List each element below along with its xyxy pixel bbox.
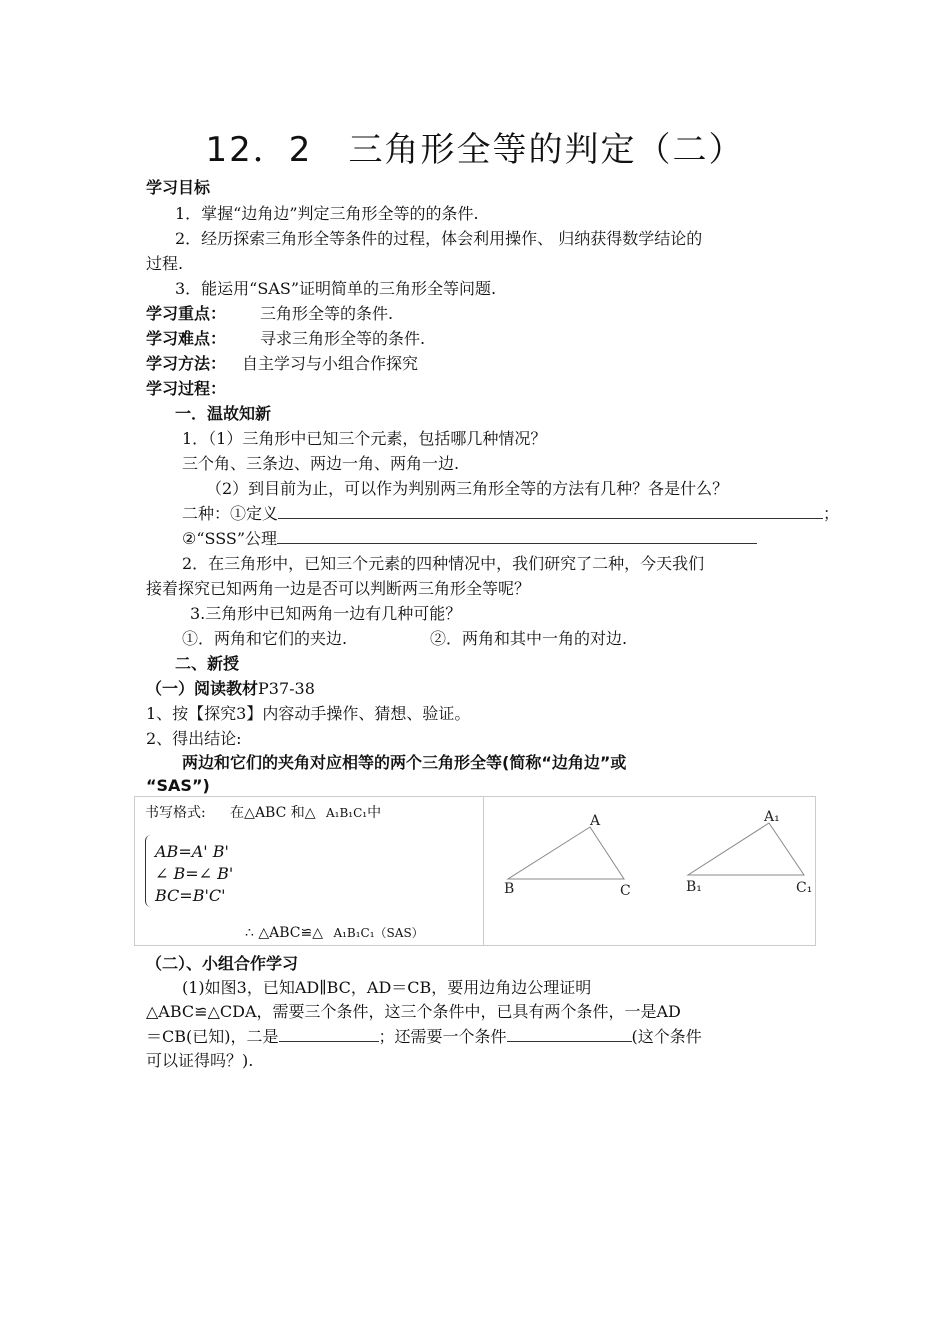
group-p3b: ；还需要一个条件 bbox=[378, 1027, 507, 1046]
system-brace bbox=[145, 835, 152, 907]
sss-blank[interactable] bbox=[277, 529, 757, 544]
review-q3: 3.三角形中已知两角一边有几种可能？ bbox=[190, 604, 462, 623]
conclusion-b: “SAS”) bbox=[146, 776, 210, 795]
group-p4: 可以证得吗？). bbox=[146, 1051, 254, 1070]
label-b1: B₁ bbox=[686, 879, 702, 895]
label-c1: C₁ bbox=[796, 880, 813, 896]
review-a1: 三个角、三条边、两边一角、两角一边. bbox=[182, 454, 460, 473]
review-opt2: ②．两角和其中一角的对边. bbox=[430, 629, 628, 648]
step-2: 2、得出结论: bbox=[146, 729, 242, 748]
read-pages: P37-38 bbox=[258, 679, 315, 698]
review-q1: 1．（1）三角形中已知三个元素，包括哪几种情况？ bbox=[182, 429, 547, 448]
difficulty-label: 学习难点： bbox=[146, 329, 227, 348]
format-label: 书写格式: bbox=[145, 805, 206, 821]
group-heading: （二）、小组合作学习 bbox=[146, 954, 299, 973]
equation-3: BC=B'C' bbox=[155, 886, 226, 905]
label-b: B bbox=[504, 881, 515, 897]
method-label: 学习方法： bbox=[146, 354, 227, 373]
two-kinds-line bbox=[182, 504, 839, 524]
group-p1: (1)如图3，已知AD∥BC，AD＝CB，要用边角边公理证明 bbox=[182, 978, 592, 997]
label-a: A bbox=[590, 813, 601, 829]
review-opt1: ①．两角和它们的夹边. bbox=[182, 629, 348, 648]
new-lesson-heading: 二、新授 bbox=[175, 654, 240, 673]
format-text: 在△ABC 和△ bbox=[230, 805, 316, 821]
group-p3c: (这个条件 bbox=[631, 1027, 702, 1046]
triangle-abc bbox=[508, 827, 624, 879]
review-q2a: 2．在三角形中，已知三个元素的四种情况中，我们研究了二种，今天我们 bbox=[182, 554, 705, 573]
triangle-a1b1c1 bbox=[688, 823, 804, 875]
needed-condition-blank[interactable] bbox=[507, 1027, 632, 1042]
review-q1-2: （2）到目前为止，可以作为判别两三角形全等的方法有几种？各是什么？ bbox=[206, 479, 729, 498]
definition-blank[interactable] bbox=[278, 504, 823, 519]
therefore-tri: A₁B₁C₁（SAS） bbox=[333, 926, 424, 940]
goal-item-2a: 2．经历探索三角形全等条件的过程，体会利用操作、 归纳获得数学结论的 bbox=[175, 229, 703, 248]
group-p3 bbox=[146, 1027, 702, 1047]
equation-2: ∠ B=∠ B' bbox=[155, 864, 234, 883]
two-kinds-text: 二种：①定义 bbox=[182, 504, 279, 523]
focus-label: 学习重点： bbox=[146, 304, 227, 323]
format-tri2: A₁B₁C₁ bbox=[325, 806, 368, 820]
therefore-text: ∴ △ABC≌△ bbox=[245, 925, 323, 941]
group-p2: △ABC≌△CDA，需要三个条件，这三个条件中，已具有两个条件，一是AD bbox=[146, 1002, 681, 1021]
review-heading: 一．温故知新 bbox=[175, 404, 272, 423]
second-condition-blank[interactable] bbox=[279, 1027, 379, 1042]
focus-text: 三角形全等的条件. bbox=[260, 304, 394, 323]
triangles-figure bbox=[484, 797, 814, 945]
review-q2b: 接着探究已知两角一边是否可以判断两三角形全等呢？ bbox=[146, 579, 531, 598]
step-1: 1、按【探究3】内容动手操作、猜想、验证。 bbox=[146, 704, 471, 723]
label-c: C bbox=[620, 883, 631, 899]
method-text: 自主学习与小组合作探究 bbox=[242, 354, 419, 373]
proof-format-box bbox=[134, 796, 816, 946]
format-line bbox=[145, 803, 381, 823]
sss-line bbox=[182, 529, 757, 549]
process-label: 学习过程： bbox=[146, 379, 227, 398]
page-title: 12．2 三角形全等的判定（二） bbox=[205, 130, 745, 170]
label-a1: A₁ bbox=[764, 809, 780, 825]
difficulty-text: 寻求三角形全等的条件. bbox=[260, 329, 426, 348]
sss-text: ②“SSS”公理 bbox=[182, 529, 278, 548]
format-end: 中 bbox=[367, 805, 382, 821]
semicolon: ； bbox=[823, 504, 840, 523]
equation-1: AB=A' B' bbox=[155, 842, 229, 861]
read-label: （一）阅读教材 bbox=[146, 679, 259, 698]
conclusion-a: 两边和它们的夹角对应相等的两个三角形全等(简称“边角边”或 bbox=[182, 753, 627, 772]
goal-item-1: 1．掌握“边角边”判定三角形全等的的条件. bbox=[175, 204, 479, 223]
goals-heading: 学习目标 bbox=[146, 178, 211, 197]
goal-item-3: 3．能运用“SAS”证明简单的三角形全等问题. bbox=[175, 279, 497, 298]
group-p3a: ＝CB(已知)，二是 bbox=[146, 1027, 279, 1046]
read-line bbox=[146, 679, 315, 699]
goal-item-2b: 过程. bbox=[146, 254, 184, 273]
therefore-line bbox=[245, 923, 424, 943]
